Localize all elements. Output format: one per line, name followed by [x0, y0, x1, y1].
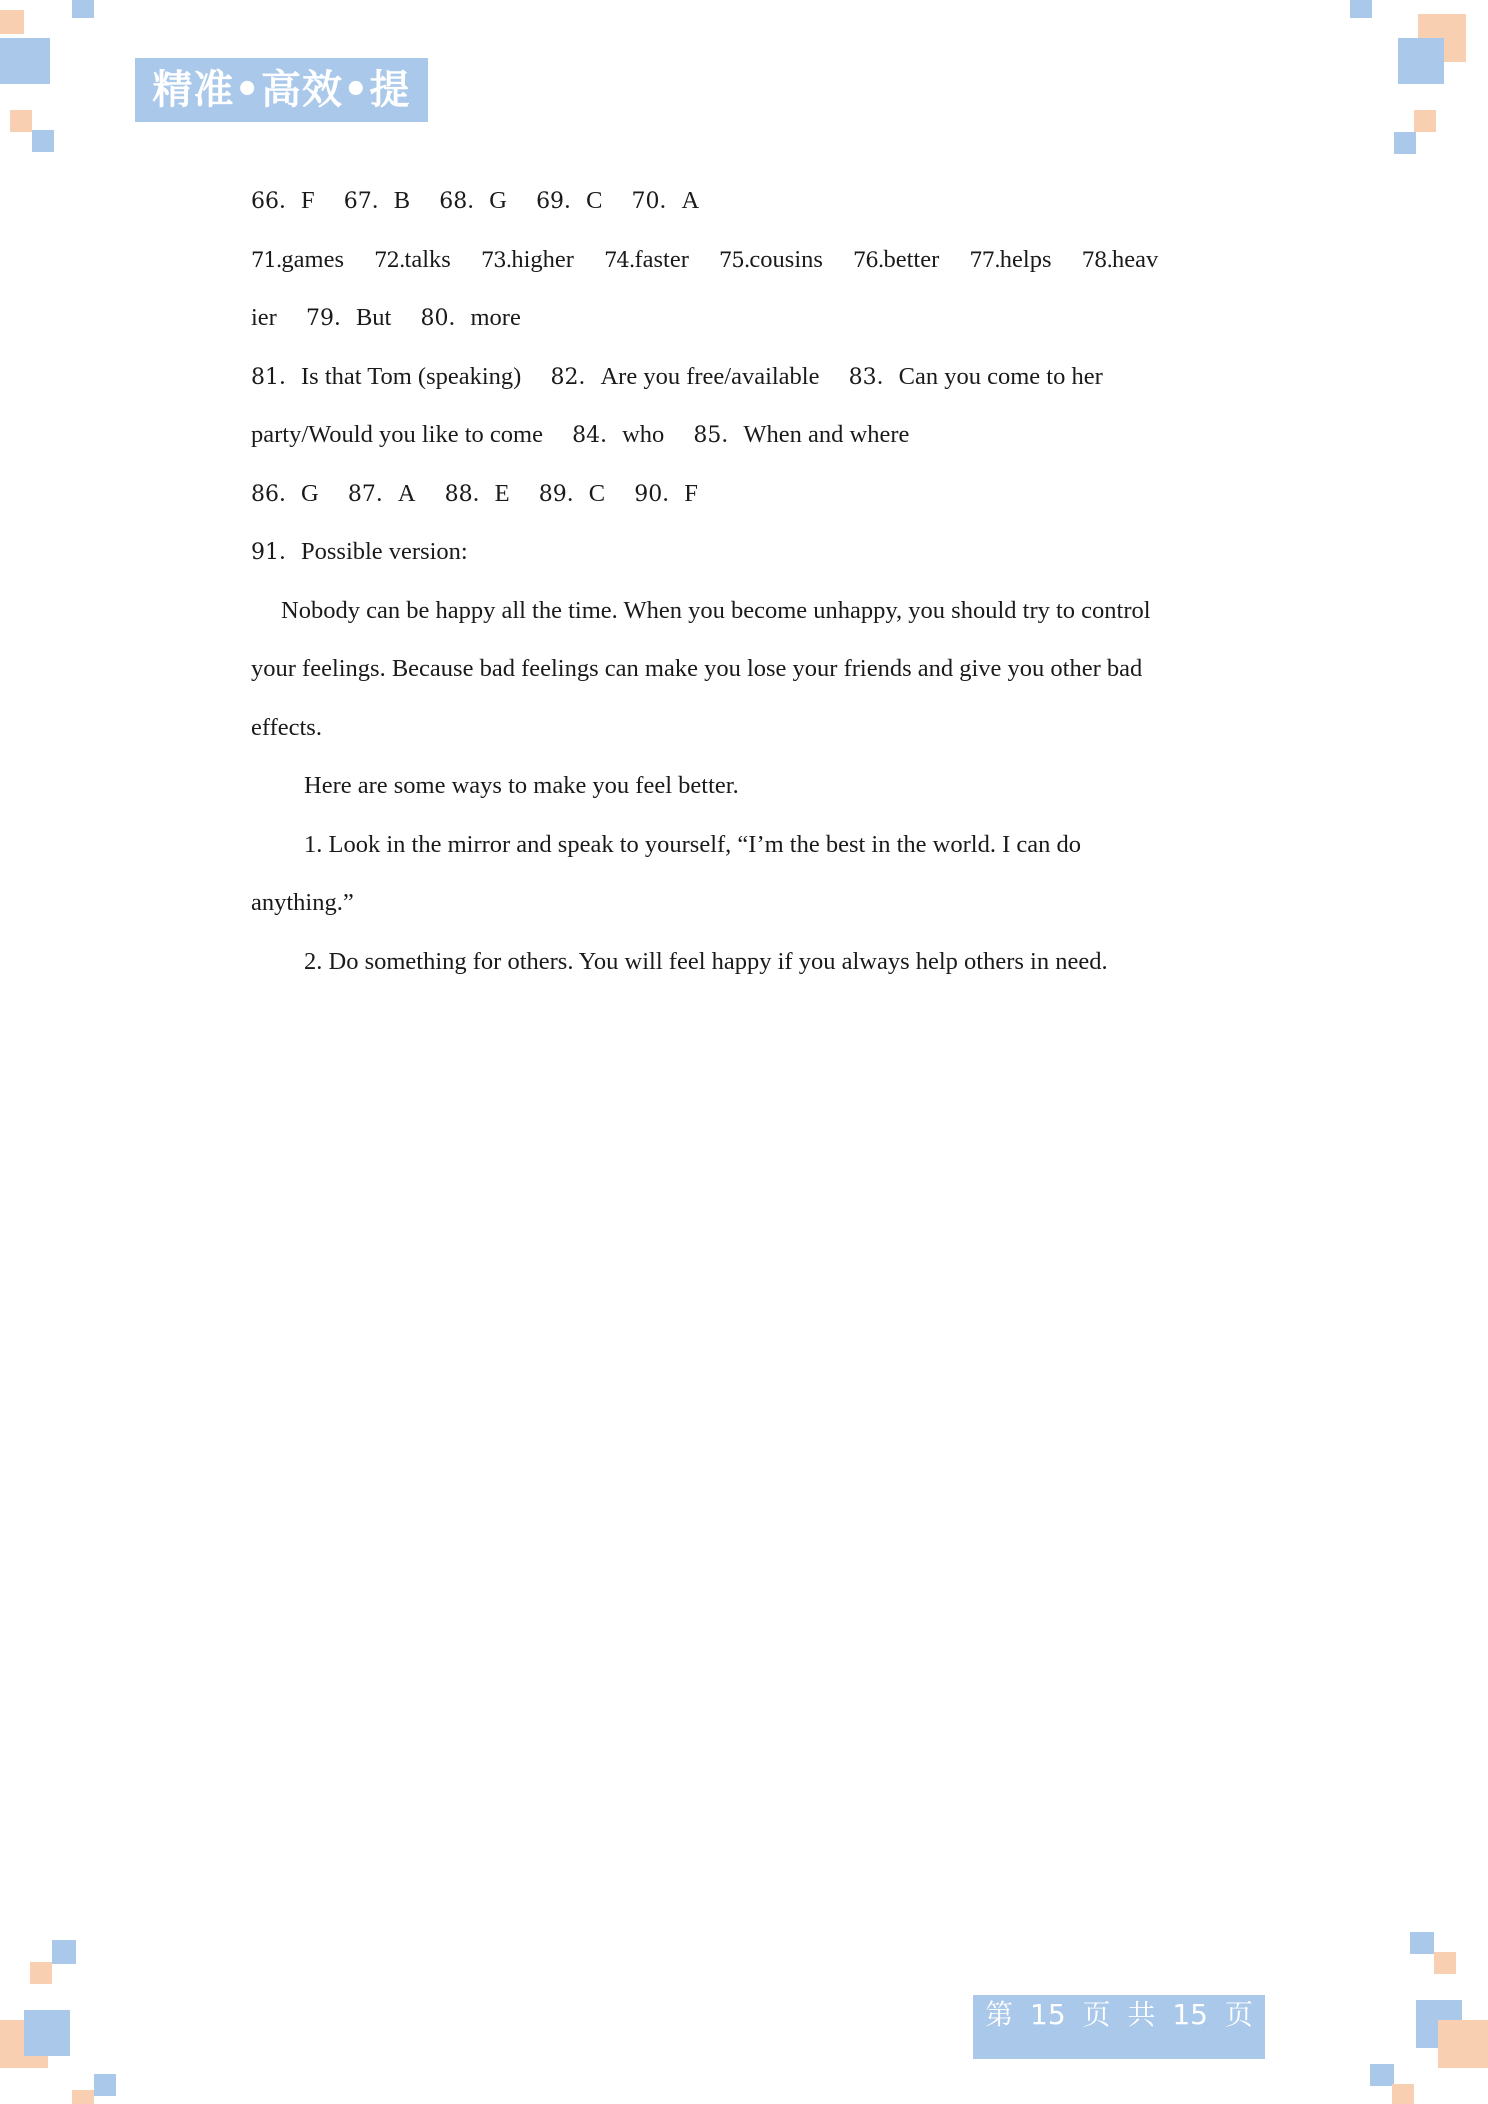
essay-paragraph-3-line-1: 1. Look in the mirror and speak to yourself, “I’m the best in the world. I can do: [304, 830, 1081, 858]
answer-row-91: [251, 523, 1251, 582]
answer-item: 81．Is that Tom (speaking): [251, 362, 522, 390]
answer-item: 68．G: [439, 187, 507, 214]
answer-row-66-70: [251, 172, 1251, 231]
essay-paragraph-1-line-2: your feelings. Because bad feelings can make you lose your friends and give you other bad: [251, 655, 1143, 682]
answer-row-86-90: [251, 465, 1251, 524]
answer-item: 72.talks: [374, 245, 451, 273]
essay-paragraph-4: 2. Do something for others. You will feel happy if you always help others in need.: [304, 947, 1108, 975]
answer-item: 75.cousins: [719, 245, 823, 273]
answer-item: 78.heav: [1081, 245, 1159, 273]
answer-item: 84．who: [572, 421, 665, 448]
answer-item: 85．When and where: [693, 421, 910, 448]
answer-content: [251, 172, 1251, 991]
answer-item: 87．A: [347, 479, 416, 507]
essay-paragraph-1-line-1: Nobody can be happy all the time. When you become unhappy, you should try to control: [281, 596, 1151, 624]
answer-item: 70．A: [631, 187, 700, 214]
answer-item: 71.games: [251, 245, 344, 273]
essay-paragraph-2: Here are some ways to make you feel better.: [304, 772, 739, 799]
answer-item: 67．B: [343, 187, 411, 214]
answer-item: 69．C: [536, 187, 603, 214]
answer-item: 74.faster: [604, 245, 689, 273]
answer-item: 66．F: [251, 187, 315, 214]
answer-item: 82．Are you free/available: [550, 362, 820, 390]
answer-item: 80．more: [420, 304, 521, 331]
answer-item: party/Would you like to come: [251, 421, 543, 448]
answer-row-84-85: [251, 406, 1251, 465]
answer-row-81-83: [251, 348, 1251, 407]
answer-item: 83．Can you come to her: [848, 362, 1103, 390]
answer-item: 79．But: [305, 304, 392, 331]
answer-item: 77.helps: [969, 245, 1052, 273]
page-number-footer: 第 15 页 共 15 页: [973, 1995, 1265, 2059]
answer-item: 90．F: [634, 479, 698, 507]
answer-item: 73.higher: [480, 245, 574, 273]
answer-item: 88．E: [444, 479, 510, 507]
answer-item: 76.better: [853, 245, 940, 273]
answer-item: 89．C: [538, 479, 606, 507]
answer-item: 86．G: [251, 479, 319, 507]
answer-item: ier: [251, 304, 277, 331]
brand-banner: 精准•高效•提升: [135, 58, 428, 122]
answer-item: 91．Possible version:: [251, 538, 468, 565]
answer-row-71-78: [251, 231, 1251, 290]
essay-paragraph-3-line-2: anything.”: [251, 889, 354, 916]
answer-row-79-80: [251, 289, 1251, 348]
essay-paragraph-1-line-3: effects.: [251, 713, 322, 741]
